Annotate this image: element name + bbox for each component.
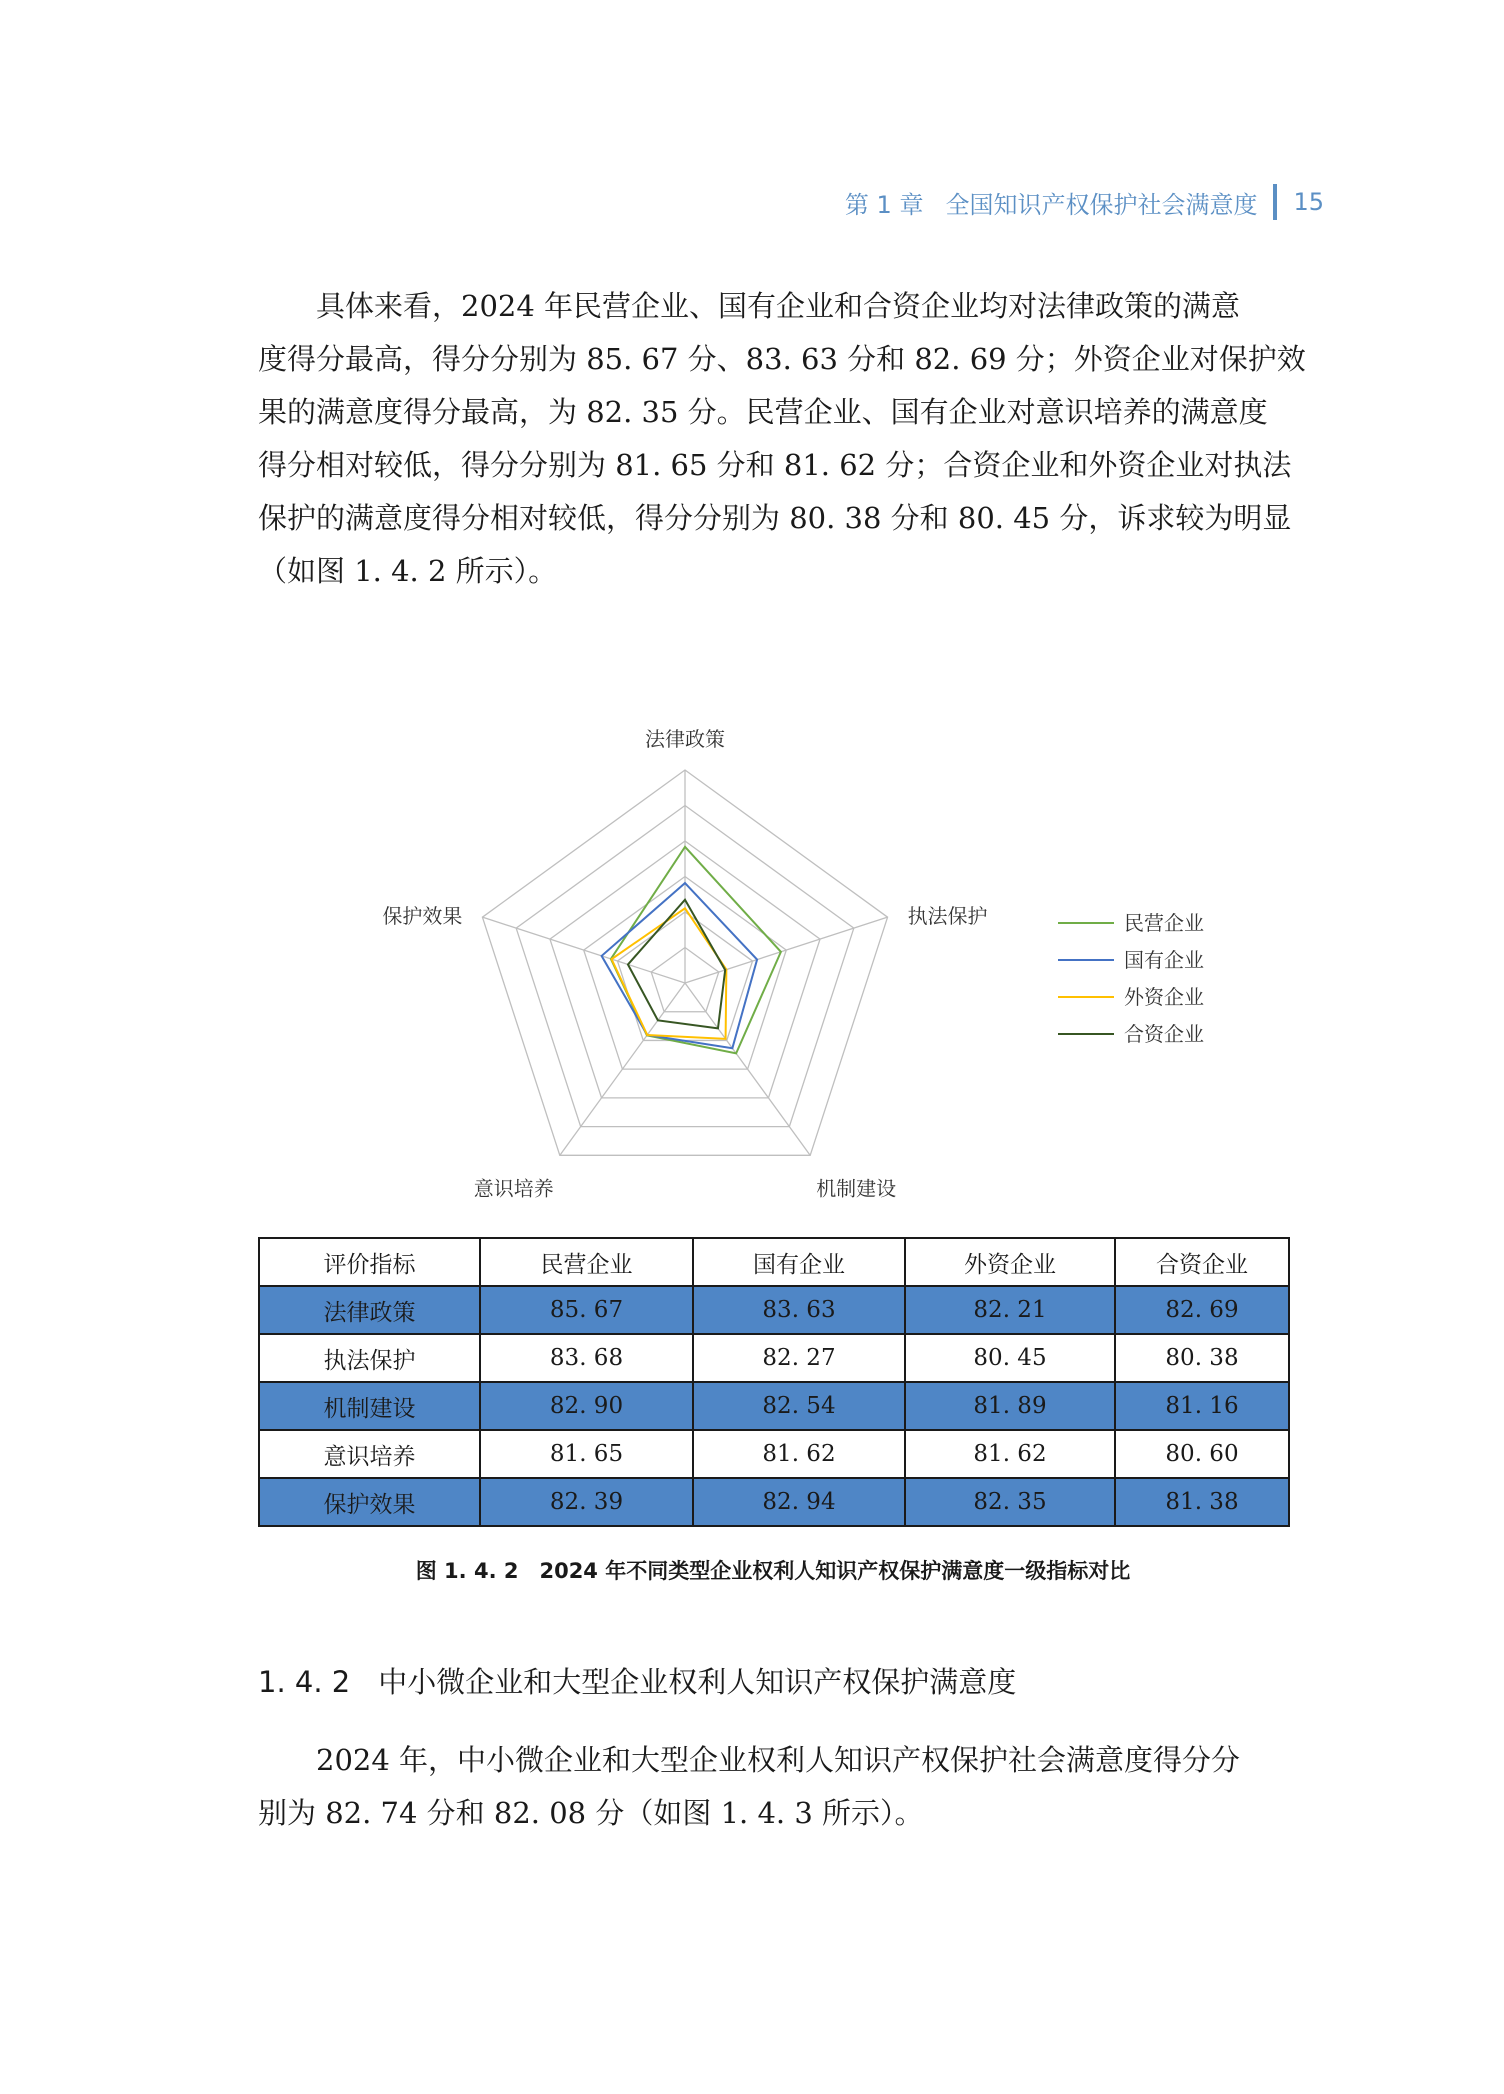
table-row	[259, 1334, 1289, 1382]
paragraph-summary	[258, 1734, 1288, 1840]
paragraph-line: 保护的满意度得分相对较低，得分分别为 80. 38 分和 80. 45 分，诉求较为明显	[258, 501, 1292, 535]
legend-label: 外资企业	[1124, 985, 1204, 1009]
table-cell: 82. 27	[693, 1334, 905, 1382]
radar-axis-label: 执法保护	[907, 904, 988, 929]
radar-axis-label: 保护效果	[382, 904, 463, 929]
paragraph-line: 2024 年，中小微企业和大型企业权利人知识产权保护社会满意度得分分	[316, 1743, 1241, 1777]
table-cell: 法律政策	[259, 1286, 480, 1334]
table-header-cell: 外资企业	[905, 1238, 1115, 1286]
table-cell: 82. 39	[480, 1478, 693, 1526]
table-cell: 81. 16	[1115, 1382, 1289, 1430]
table-header-row	[259, 1238, 1289, 1286]
paragraph-line: 别为 82. 74 分和 82. 08 分（如图 1. 4. 3 所示）。	[258, 1796, 924, 1830]
table-row	[259, 1478, 1289, 1526]
radar-axis-label: 机制建设	[816, 1176, 897, 1200]
table-cell: 81. 62	[905, 1430, 1115, 1478]
radar-series-line	[612, 908, 727, 1039]
table-cell: 81. 38	[1115, 1478, 1289, 1526]
paragraph-line: （如图 1. 4. 2 所示）。	[258, 554, 558, 588]
chapter-label: 第 1 章	[844, 190, 924, 219]
radar-axis-label: 意识培养	[473, 1176, 554, 1200]
table-cell: 保护效果	[259, 1478, 480, 1526]
legend-label: 民营企业	[1124, 911, 1204, 935]
paragraph-analysis	[258, 280, 1306, 598]
table-cell: 83. 68	[480, 1334, 693, 1382]
section-heading	[258, 1660, 1016, 1701]
table-header-cell: 民营企业	[480, 1238, 693, 1286]
legend-label: 合资企业	[1124, 1022, 1204, 1046]
table-cell: 机制建设	[259, 1382, 480, 1430]
table-cell: 82. 54	[693, 1382, 905, 1430]
header-divider	[1273, 184, 1277, 220]
table-cell: 80. 60	[1115, 1430, 1289, 1478]
table-cell: 81. 65	[480, 1430, 693, 1478]
table-cell: 85. 67	[480, 1286, 693, 1334]
table-row	[259, 1382, 1289, 1430]
page-number: 15	[1293, 188, 1324, 216]
table-cell: 82. 69	[1115, 1286, 1289, 1334]
table-header-cell: 评价指标	[259, 1238, 480, 1286]
paragraph-line: 果的满意度得分最高，为 82. 35 分。民营企业、国有企业对意识培养的满意度	[258, 395, 1268, 429]
table-cell: 82. 90	[480, 1382, 693, 1430]
table-cell: 83. 63	[693, 1286, 905, 1334]
radar-spoke	[685, 917, 888, 983]
table-row	[259, 1286, 1289, 1334]
table-cell: 81. 62	[693, 1430, 905, 1478]
radar-chart	[340, 700, 1240, 1200]
table-cell: 82. 21	[905, 1286, 1115, 1334]
table-cell: 执法保护	[259, 1334, 480, 1382]
table-cell: 意识培养	[259, 1430, 480, 1478]
paragraph-line: 具体来看，2024 年民营企业、国有企业和合资企业均对法律政策的满意	[316, 289, 1241, 323]
figure-caption: 图 1. 4. 2 2024 年不同类型企业权利人知识产权保护满意度一级指标对比	[415, 1559, 1131, 1583]
table-cell: 81. 89	[905, 1382, 1115, 1430]
table-cell: 82. 35	[905, 1478, 1115, 1526]
table-row	[259, 1430, 1289, 1478]
score-table	[258, 1237, 1290, 1527]
table-cell: 82. 94	[693, 1478, 905, 1526]
table-cell: 80. 45	[905, 1334, 1115, 1382]
paragraph-line: 度得分最高，得分分别为 85. 67 分、83. 63 分和 82. 69 分；外资企业对保护效	[258, 342, 1306, 376]
table-header-cell: 国有企业	[693, 1238, 905, 1286]
section-title: 中小微企业和大型企业权利人知识产权保护满意度	[378, 1665, 1017, 1699]
table-cell: 80. 38	[1115, 1334, 1289, 1382]
paragraph-line: 得分相对较低，得分分别为 81. 65 分和 81. 62 分；合资企业和外资企业对执法	[258, 448, 1292, 482]
running-header	[845, 182, 1324, 222]
radar-series-line	[611, 847, 781, 1054]
radar-axis-label: 法律政策	[645, 727, 725, 751]
legend-label: 国有企业	[1124, 948, 1204, 972]
section-number: 1. 4. 2	[258, 1665, 351, 1699]
table-header-cell: 合资企业	[1115, 1238, 1289, 1286]
chapter-title: 全国知识产权保护社会满意度	[945, 190, 1258, 219]
radar-spoke	[482, 917, 685, 983]
